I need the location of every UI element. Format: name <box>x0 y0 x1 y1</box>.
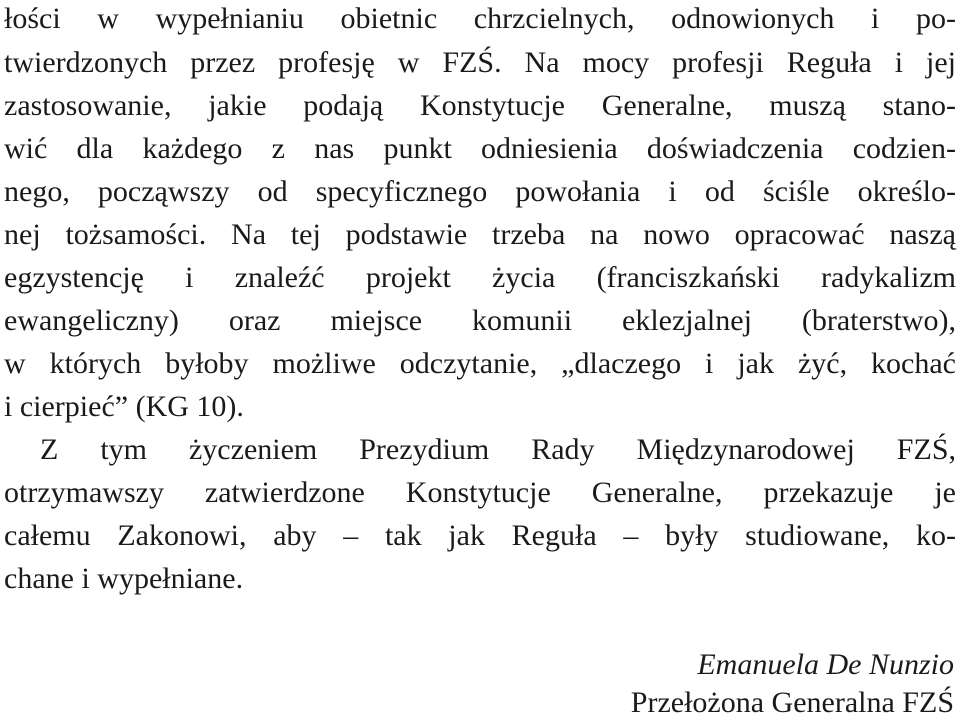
text-line: całemu Zakonowi, aby – tak jak Reguła – były studiowane, ko- <box>4 519 956 552</box>
text-line: i cierpieć” (KG 10). <box>4 390 244 423</box>
text-line: Z tym życzeniem Prezydium Rady Międzynarodowej FZŚ, <box>40 433 956 466</box>
text-line: zastosowanie, jakie podają Konstytucje Generalne, muszą stano- <box>4 89 956 122</box>
signature-title: Przełożona Generalna FZŚ <box>630 686 954 719</box>
text-line: ewangeliczny) oraz miejsce komunii eklezjalnej (braterstwo), <box>4 304 956 337</box>
text-line: egzystencję i znaleźć projekt życia (franciszkański radykalizm <box>4 261 956 294</box>
text-line: otrzymawszy zatwierdzone Konstytucje Generalne, przekazuje je <box>4 476 956 509</box>
text-line: wić dla każdego z nas punkt odniesienia doświadczenia codzien- <box>4 132 956 165</box>
text-line: nej tożsamości. Na tej podstawie trzeba na nowo opracować naszą <box>4 218 956 251</box>
signature-name: Emanuela De Nunzio <box>697 648 954 681</box>
text-line: nego, począwszy od specyficznego powołania i od ściśle określo- <box>4 175 956 208</box>
text-line: łości w wypełnianiu obietnic chrzcielnych, odnowionych i po- <box>4 2 956 35</box>
text-line: twierdzonych przez profesję w FZŚ. Na mocy profesji Reguła i jej <box>4 46 956 79</box>
text-line: w których byłoby możliwe odczytanie, „dlaczego i jak żyć, kochać <box>4 347 956 380</box>
text-line: chane i wypełniane. <box>4 562 244 595</box>
